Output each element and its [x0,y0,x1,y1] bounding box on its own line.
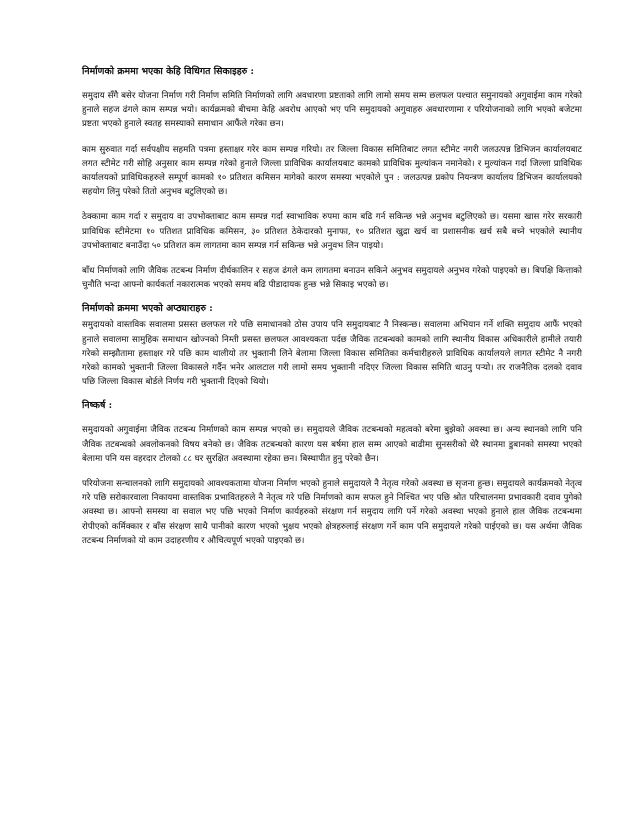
paragraph-estimate: काम सुरुवात गर्दा सर्वपक्षीय सहमति पत्रमा हस्ताक्षर गरेर काम सम्पन्न गरियो। तर जिल्ला विकास समितिबाट लगत स्टीमेट नगरी जलउत्पन्न डिभिजन कार्यालयबाट लगत स्टीमेट गरी सोहि अनुसार काम सम्पन्न गरेको हुनाले जिल्ला प्राविधिक कार्यालयबाट कामको प्राविधिक मुल्यांकन नमानेको। र मुल्यांकन गर्दा जिल्ला प्राविधिक कार्यालयको प्राविधिकहरुले सम्पूर्ण कामको १० प्रतिशत कमिसन मागेको कारण समस्या भएकोले पुन : जलउत्पन्न प्रकोप नियन्त्रण कार्यालय डिभिजन कार्यालयको सहयोग लिनु परेको तितो अनुभव बटुलिएको छ। [82,144,582,198]
paragraph-embankment: बाँध निर्माणको लागि जैविक तटबन्ध निर्माण दीर्घकालिन र सहज ढंगले कम लागतमा बनाउन सकिने अनुभव समुदायले अनुभव गरेको पाइएको छ। बिपक्षि कित्ताको चुनौति भन्दा आफ्नो कार्यकर्ता नकारात्मक भएको समय बढि पीडादायक हुन्छ भन्ने सिकाइ भएको छ। [82,266,582,291]
paragraph-conclusion-leadership: परियोजना सन्चालनको लागि समुदायको आवश्यकतामा योजना निर्माण भएको हुनाले समुदायले नै नेतृत्व गरेको अवस्था छ सृजना हुन्छ। समुदायले कार्यक्रमको नेतृत्व गरे पछि सरोकारवाला निकायमा वास्तविक प्रभावितहरुले नै नेतृत्व गरे पछि निर्माणको काम सफल हुने निश्चित भए पछि श्रोत परिचालनमा प्रभावकारी दवाव पुगेको अवस्था छ। आफ्नो समस्या वा सवाल भए पछि भएको निर्माण कार्यहरुको संरक्षण गर्न समुदाय लागि पर्ने गरेको अवस्था भएको हुनाले हाल जैविक तटबन्धमा रोपीएको कर्मिक्कार र बाँस संरक्षण साथै पानीको कारण भएको भुक्षय भएको क्षेत्रहरुलाई संरक्षण गर्ने काम पनि समुदायले गरेको पाईएको छ। यस अर्थमा जैविक तटबन्ध निर्माणको यो काम उदाहरणीय र औचित्यपूर्ण भएको पाइएको छ। [82,479,582,546]
paragraph-cost: ठेक्कामा काम गर्दा र समुदाय वा उपभोक्ताबाट काम सम्पन्न गर्दा स्वाभाविक रुपमा काम बढि गर्न सकिन्छ भन्ने अनुभव बटुलिएको छ। यसमा खास गरेर सरकारी प्राविधिक स्टीमेटमा १० पतिशत प्राविधिक कमिसन, ३० प्रतिशत ठेकेदारको मुनाफा, १० प्रतिशत खुद्रा खर्च वा प्रशासनीक खर्च सबै बच्ने भएकोले स्थानीय उपभोक्ताबाट बनाउँदा ५० प्रतिशत कम लागतमा काम सम्पन्न गर्न सकिन्छ भन्ने अनुवभ लिन पाइयो। [82,212,582,251]
section-heading-obstacles: निर्माणको क्रममा भएको अप्ठ्याराहरु : [82,303,213,315]
section-heading-learnings: निर्माणको क्रममा भएका केहि विधिगत सिकाइहरु : [82,66,255,77]
paragraph-conclusion-result: समुदायको अगुवाईमा जैविक तटबन्ध निर्माणको काम सम्पन्न भएको छ। समुदायले जैविक तटबन्धको महत्वको बरेमा बुझेको अवस्था छ। अन्य स्थानको लागि पनि जैविक तटबन्धको अवलोकनको विषय बनेको छ। जैविक तटबन्धको कारण यस बर्षमा हाल सम्म आएको बाढीमा सुनसरीको धेरै स्थानमा डुबानको समस्या भएको बेलामा पनि यस वहरदार टोलको ८८ घर सुरक्षित अवस्थामा रहेका छन। बिस्थापीत हुनु परेको छैन। [82,425,582,464]
section-heading-conclusion: निष्कर्ष : [82,400,113,412]
paragraph-planning: समुदाय सँगै बसेर योजना निर्माण गरी निर्माण समिति निर्माणको लागि अवधारणा प्रष्टताको लागि लामो समय सम्म छलफल पश्चात समुनायको अगुवाईमा काम गरेको हुनाले सहज ढंगले काम सम्पन्न भयो। कार्यक्रमको बीचमा केहि अवरोध आएको भए पनि समुदायको अगुवाहरु अवधारणामा र परियोजनाको लागि भएको बजेटमा प्रष्टता भएको हुनाले स्वतह समस्याको समाधान आफैंले गरेका छन। [82,91,582,130]
paragraph-obstacles: समुदायको वास्तविक सवालमा प्रसस्त छलफल गरे पछि समाधानको ठोस उपाय पनि समुदायबाट नै निस्कन्छ। सवालमा अभियान गर्ने शक्ति समुदाय आफैं भएको हुनाले सवालमा सामुहिक समाधान खोज्नको निम्ती प्रसस्त छलफल आवश्यकता पर्दछ जैविक तटबन्धको कामको लागि स्थानीय विकास अधिकारीले हामीले तयारी गरेको सम्झौतामा हस्ताक्षर गरे पछि काम थालीयो तर भुक्तानी लिने बेलामा जिल्ला विकास समितिका कर्मचारीहरुले प्राविधिक कार्यालयले लागत स्टीमेट नै नगरी गरेको कामको भुक्तानी जिल्ला विकासले गर्दैन भनेर आलटाल गरी लामो समय भुक्तानी नदिएर जिल्ला विकास समिति धाउनु पऱ्यो। तर राजनैतिक दलको दवाव पछि जिल्ला विकास बोर्डले निर्णय गरी भुक्तानी दिएको थियो। [82,320,582,388]
